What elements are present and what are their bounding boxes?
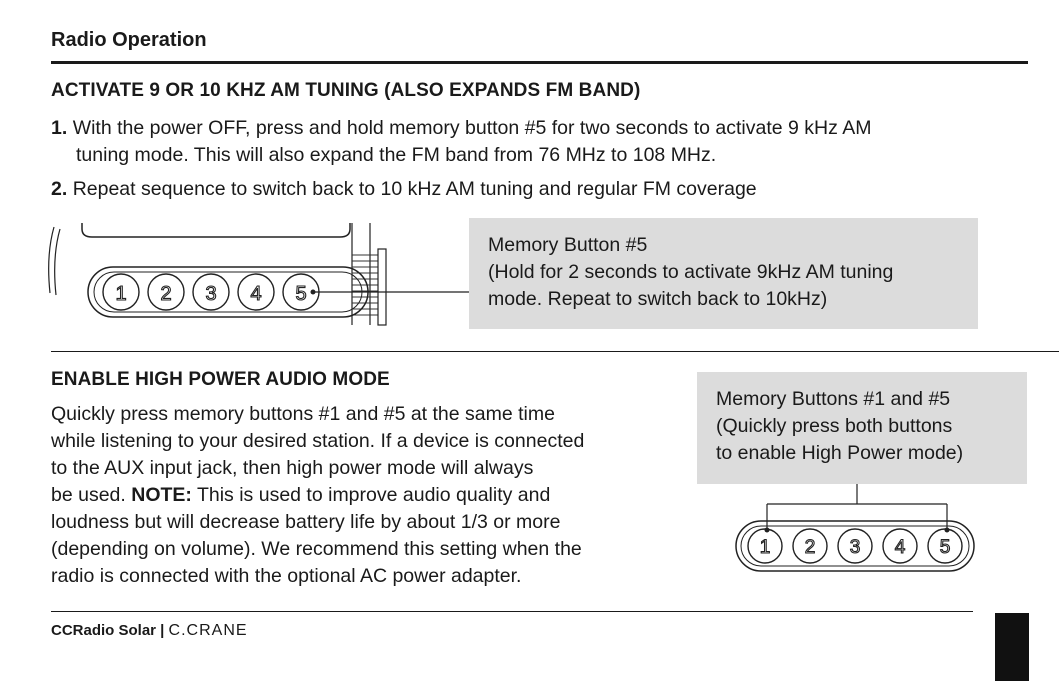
memory-button-3: 3 — [849, 537, 861, 558]
section-divider — [51, 351, 1059, 352]
para-line-7: radio is connected with the optional AC power adapter. — [51, 565, 522, 587]
memory-button-1: 1 — [115, 283, 127, 305]
memory-button-5: 5 — [295, 283, 307, 305]
step-2 — [51, 176, 1011, 203]
para-line-4-post: This is used to improve audio quality and — [191, 484, 551, 506]
callout1-line2: (Hold for 2 seconds to activate 9kHz AM tuning — [488, 261, 894, 283]
radio-buttons-illustration-1 — [40, 215, 480, 335]
section-title-high-power: ENABLE HIGH POWER AUDIO MODE — [51, 369, 390, 390]
memory-button-5: 5 — [939, 537, 951, 558]
para-line-2: while listening to your desired station. If a device is connected — [51, 430, 585, 452]
memory-button-3: 3 — [205, 283, 217, 305]
para-line-6: (depending on volume). We recommend this setting when the — [51, 538, 582, 560]
section-title-am-tuning: ACTIVATE 9 OR 10 KHZ AM TUNING (ALSO EXPANDS FM BAND) — [51, 80, 641, 101]
callout2-line1: Memory Buttons #1 and #5 — [716, 388, 951, 410]
callout1-line1: Memory Button #5 — [488, 234, 648, 256]
page-header-title: Radio Operation — [51, 29, 207, 51]
memory-button-2: 2 — [804, 537, 816, 558]
memory-button-1: 1 — [759, 537, 771, 558]
page-tab-marker — [995, 613, 1029, 681]
memory-button-4: 4 — [894, 537, 906, 558]
para-line-5: loudness but will decrease battery life by about 1/3 or more — [51, 511, 561, 533]
callout2-line2: (Quickly press both buttons — [716, 415, 953, 437]
memory-button-4: 4 — [250, 283, 262, 305]
callout1-line3: mode. Repeat to switch back to 10kHz) — [488, 288, 828, 310]
note-label: NOTE: — [131, 484, 192, 506]
para-line-3: to the AUX input jack, then high power mode will always — [51, 457, 534, 479]
para-line-4-pre: be used. — [51, 484, 132, 506]
callout-memory-buttons-1-5 — [697, 372, 1027, 484]
step-2-line1: Repeat sequence to switch back to 10 kHz AM tuning and regular FM coverage — [72, 178, 757, 200]
step-1-line1: With the power OFF, press and hold memory button #5 for two seconds to activate 9 kHz AM — [72, 117, 872, 139]
c-crane-logo: C.CRANE — [168, 622, 248, 639]
footer-brand — [51, 622, 248, 640]
memory-button-2: 2 — [160, 283, 172, 305]
step-1 — [51, 115, 1011, 169]
step-1-number: 1. — [51, 117, 68, 139]
callout2-line3: to enable High Power mode) — [716, 442, 964, 464]
footer-product: CCRadio Solar | — [51, 622, 169, 639]
radio-buttons-illustration-2 — [730, 484, 980, 579]
step-1-line2: tuning mode. This will also expand the FM band from 76 MHz to 108 MHz. — [76, 144, 717, 166]
high-power-paragraph — [51, 401, 681, 590]
footer-rule — [51, 611, 973, 612]
para-line-1: Quickly press memory buttons #1 and #5 at the same time — [51, 403, 555, 425]
para-line-4 — [51, 482, 681, 509]
callout-memory-button-5 — [469, 218, 978, 329]
step-2-number: 2. — [51, 178, 68, 200]
header-rule — [51, 61, 1028, 64]
